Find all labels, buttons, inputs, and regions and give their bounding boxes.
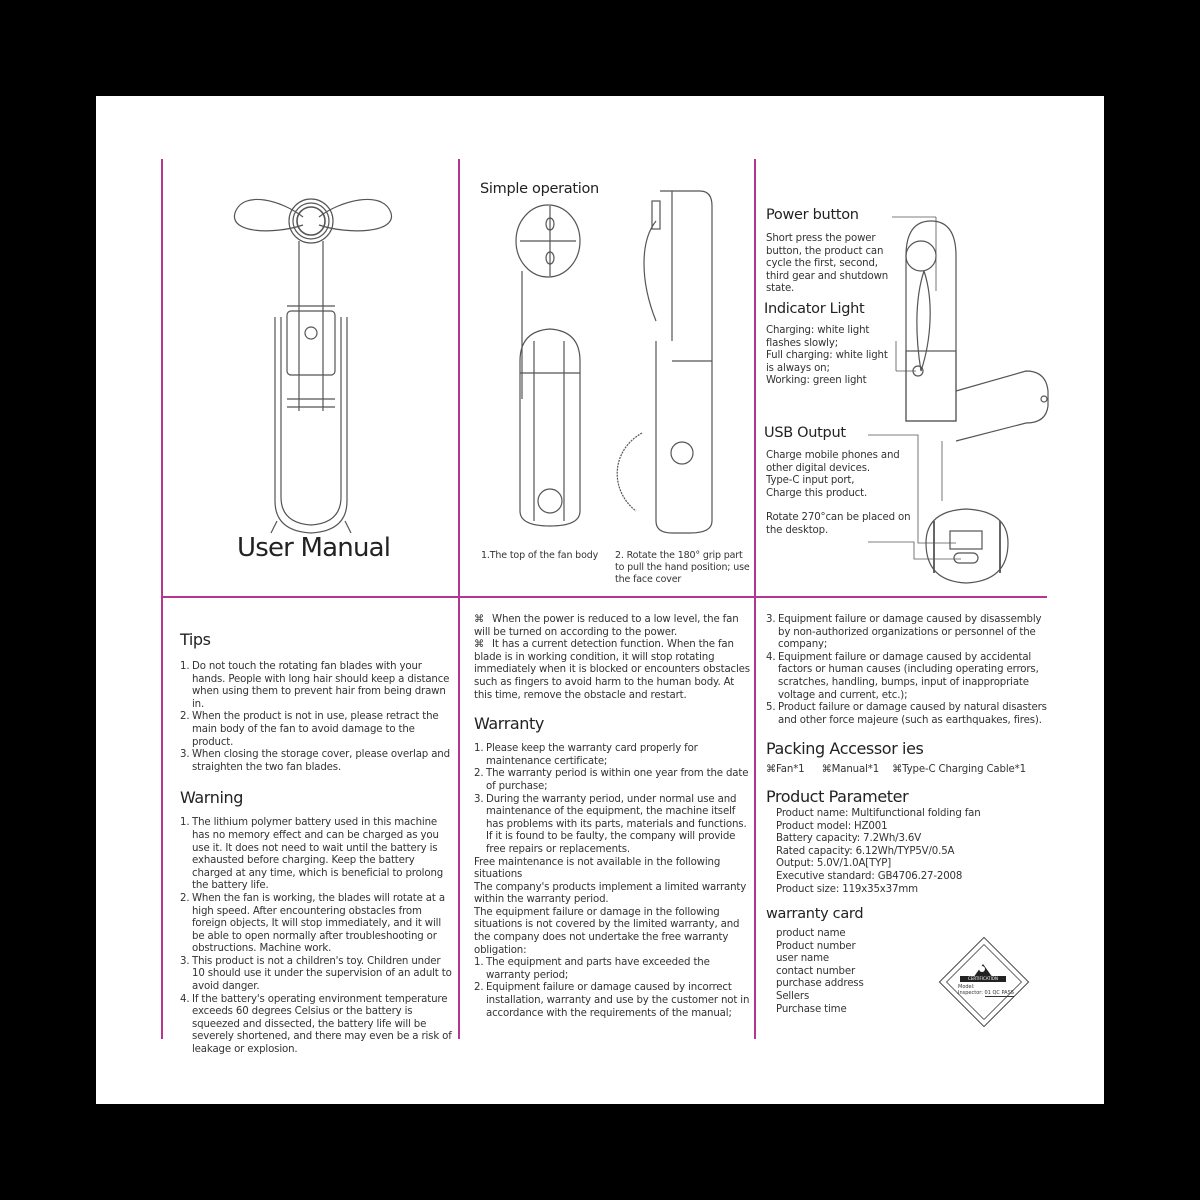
card-field: Sellers — [776, 991, 810, 1003]
tips-item: When closing the storage cover, please overlap and straighten the two fan blades. — [192, 749, 450, 773]
tips-heading: Tips — [180, 630, 211, 649]
divider-h — [161, 596, 1047, 598]
exclusion-list-b — [766, 614, 1048, 727]
note-marker-icon: ⌘ — [474, 639, 485, 651]
indicator-light-text: Charging: white light flashes slowly; Full charging: white light is always on; Working: green light — [766, 325, 888, 387]
card-field: user name — [776, 953, 829, 965]
tips-list — [180, 661, 452, 774]
packing-list — [766, 764, 1048, 777]
warranty-item: During the warranty period, under normal use and maintenance of the equipment, the machine itself has problems with its parts, materials and functions. If it is found to be faulty, the company will provide free repairs or replacements. — [486, 793, 747, 855]
note-item: ⌘ It has a current detection function. When the fan blade is in working condition, it will stop rotating immediately when it is blocked or encounters obstacles such as fingers to avoid harm to the human body. At this time, remove the obstacle and restart. — [474, 639, 750, 701]
tips-item: Do not touch the rotating fan blades with your hands. People with long hair should keep a distance when using them to prevent hair from being drawn in. — [192, 661, 450, 710]
product-parameter-heading: Product Parameter — [766, 786, 909, 806]
warning-heading: Warning — [180, 788, 243, 808]
exclusion-item: The equipment and parts have exceeded the warranty period; — [486, 957, 710, 981]
cert-banner: CERTIFICATION — [960, 976, 1006, 982]
exclusion-item: Equipment failure or damage caused by accidental factors or human causes (including operating errors, scratches, handling, bumps, input of inappropriate voltage and current, etc.); — [778, 651, 1039, 701]
warranty-list — [474, 743, 750, 856]
features-panel — [756, 161, 1056, 596]
warranty-panel — [474, 614, 750, 1020]
usb-output-heading: USB Output — [764, 425, 846, 441]
warning-item: This product is not a children's toy. Children under 10 should use it under the supervision of an adult to avoid danger. — [192, 955, 452, 993]
note-item: ⌘ When the power is reduced to a low level, the fan will be turned on according to the power. — [474, 614, 739, 638]
card-field: contact number — [776, 965, 856, 977]
caption-2: 2. Rotate the 180° grip part to pull the hand position; use the face cover — [615, 550, 750, 585]
free-maintenance-note: Free maintenance is not available in the following situations — [474, 856, 721, 881]
warranty-heading: Warranty — [474, 714, 544, 734]
cert-inspector-label: Inspector: — [958, 990, 983, 996]
exclusion-item: Equipment failure or damage caused by disassembly by non-authorized organizations or personnel of the company; — [778, 614, 1042, 651]
tips-warning-panel — [180, 630, 452, 1057]
exclusion-intro: The equipment failure or damage in the following situations is not covered by the limited warranty, and the company does not undertake the free warranty obligation: — [474, 906, 740, 956]
fan-top-view-illustration-icon — [460, 161, 754, 541]
simple-operation-heading: Simple operation — [480, 181, 599, 197]
cert-inspector-value: 01 QC PASS — [984, 990, 1014, 996]
warning-list — [180, 817, 452, 1056]
usb-output-text: Charge mobile phones and other digital devices. Type-C input port, Charge this product. — [766, 450, 900, 499]
note-marker-icon: ⌘ — [474, 614, 485, 625]
warning-item: The lithium polymer battery used in this machine has no memory effect and can be charged as you use it. It does not need to wait until the battery is exhausted before charging. Keep the battery charged at any time, which is beneficial to prolong the battery life. — [192, 817, 444, 892]
warning-item: When the fan is working, the blades will rotate at a high speed. After encountering obstacles from foreign objects, It will stop immediately, and it will be able to open normally after troubleshooting or obstructions. Machine work. — [192, 892, 445, 955]
cover-panel — [163, 161, 458, 596]
warranty-item: The warranty period is within one year from the date of purchase; — [486, 768, 749, 792]
simple-operation-panel — [460, 161, 754, 596]
warranty-item: Please keep the warranty card properly for maintenance certificate; — [486, 743, 698, 767]
product-parameter-list: Product name: Multifunctional folding fan Product model: HZ001 Battery capacity: 7.2Wh/3.6V Rated capacity: 6.12Wh/TYP5V/0.5A Output: 5.0V/1.0A[TYP] Executive standard: GB4706.27-2008 Product size: 119x35x37mm — [776, 807, 981, 895]
card-field: Product number — [776, 940, 856, 952]
packing-item: ⌘Manual*1 — [821, 764, 880, 776]
packing-item: ⌘Type-C Charging Cable*1 — [892, 764, 1026, 776]
packing-heading: Packing Accessor ies — [766, 739, 924, 759]
exclusion-item: Equipment failure or damage caused by incorrect installation, warranty and use by the customer not in accordance with the requirements of the manual; — [486, 982, 750, 1019]
warning-item: If the battery's operating environment temperature exceeds 60 degrees Celsius or the battery is squeezed and dissected, the battery life will be severely shortened, and there may even be a risk of leakage or explosion. — [192, 993, 452, 1056]
rotate-note: Rotate 270°can be placed on the desktop. — [766, 512, 911, 536]
limited-warranty-note: The company's products implement a limited warranty within the warranty period. — [474, 881, 747, 906]
exclusion-item: Product failure or damage caused by natural disasters and other force majeure (such as earthquakes, fires). — [778, 702, 1047, 726]
indicator-light-heading: Indicator Light — [764, 301, 865, 317]
card-field: purchase address — [776, 978, 864, 990]
certification-tag — [938, 936, 1028, 1026]
folding-fan-illustration-icon — [163, 161, 458, 541]
cert-model-label: Model: — [958, 984, 975, 990]
exclusion-list-a — [474, 957, 750, 1020]
packing-item: ⌘Fan*1 — [766, 764, 805, 776]
caption-1: 1.The top of the fan body — [481, 550, 599, 561]
card-field: product name — [776, 928, 846, 940]
warranty-card-heading: warranty card — [766, 906, 864, 923]
power-button-heading: Power button — [766, 207, 859, 223]
power-button-text: Short press the power button, the product can cycle the first, second, third gear and shutdown state. — [766, 233, 889, 295]
card-field: Purchase time — [776, 1003, 847, 1015]
cover-title: User Manual — [237, 533, 391, 563]
tips-item: When the product is not in use, please retract the main body of the fan to avoid damage to the product. — [192, 711, 439, 748]
manual-sheet — [96, 96, 1104, 1104]
